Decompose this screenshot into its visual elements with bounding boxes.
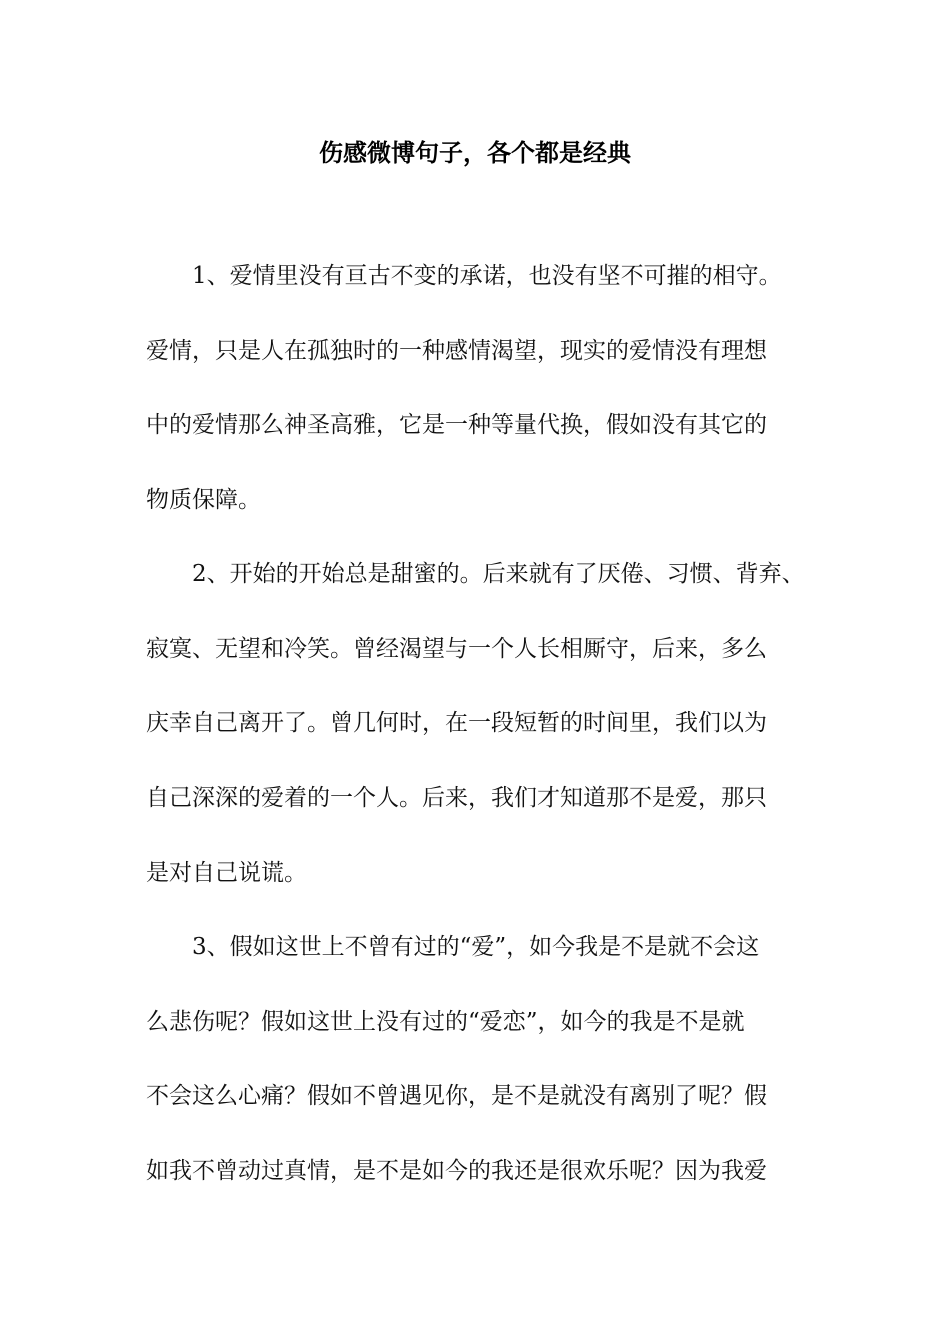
paragraph-3-line-2: 么悲伤呢？假如这世上没有过的“爱恋”，如今的我是不是就	[146, 1009, 745, 1035]
paragraph-1-line-1: 1、爱情里没有亘古不变的承诺，也没有坚不可摧的相守。	[192, 263, 782, 289]
paragraph-2-line-1: 2、开始的开始总是甜蜜的。后来就有了厌倦、习惯、背弃、	[192, 561, 805, 587]
paragraph-3-line-1: 3、假如这世上不曾有过的“爱”，如今我是不是就不会这	[192, 934, 760, 960]
paragraph-1-line-2: 爱情，只是人在孤独时的一种感情渴望，现实的爱情没有理想	[146, 338, 767, 364]
paragraph-3-line-4: 如我不曾动过真情，是不是如今的我还是很欢乐呢？因为我爱	[146, 1158, 767, 1184]
paragraph-1-line-4: 物质保障。	[146, 487, 261, 513]
paragraph-2-line-3: 庆幸自己离开了。曾几何时，在一段短暂的时间里，我们以为	[146, 710, 767, 736]
paragraph-3-line-3: 不会这么心痛？假如不曾遇见你，是不是就没有离别了呢？假	[146, 1083, 767, 1109]
paragraph-2-line-2: 寂寞、无望和冷笑。曾经渴望与一个人长相厮守，后来，多么	[146, 636, 767, 662]
paragraph-1-line-3: 中的爱情那么神圣高雅，它是一种等量代换，假如没有其它的	[146, 412, 767, 438]
document-title: 伤感微博句子，各个都是经典	[319, 138, 631, 167]
paragraph-2-line-4: 自己深深的爱着的一个人。后来，我们才知道那不是爱，那只	[146, 785, 767, 811]
paragraph-2-line-5: 是对自己说谎。	[146, 860, 307, 886]
